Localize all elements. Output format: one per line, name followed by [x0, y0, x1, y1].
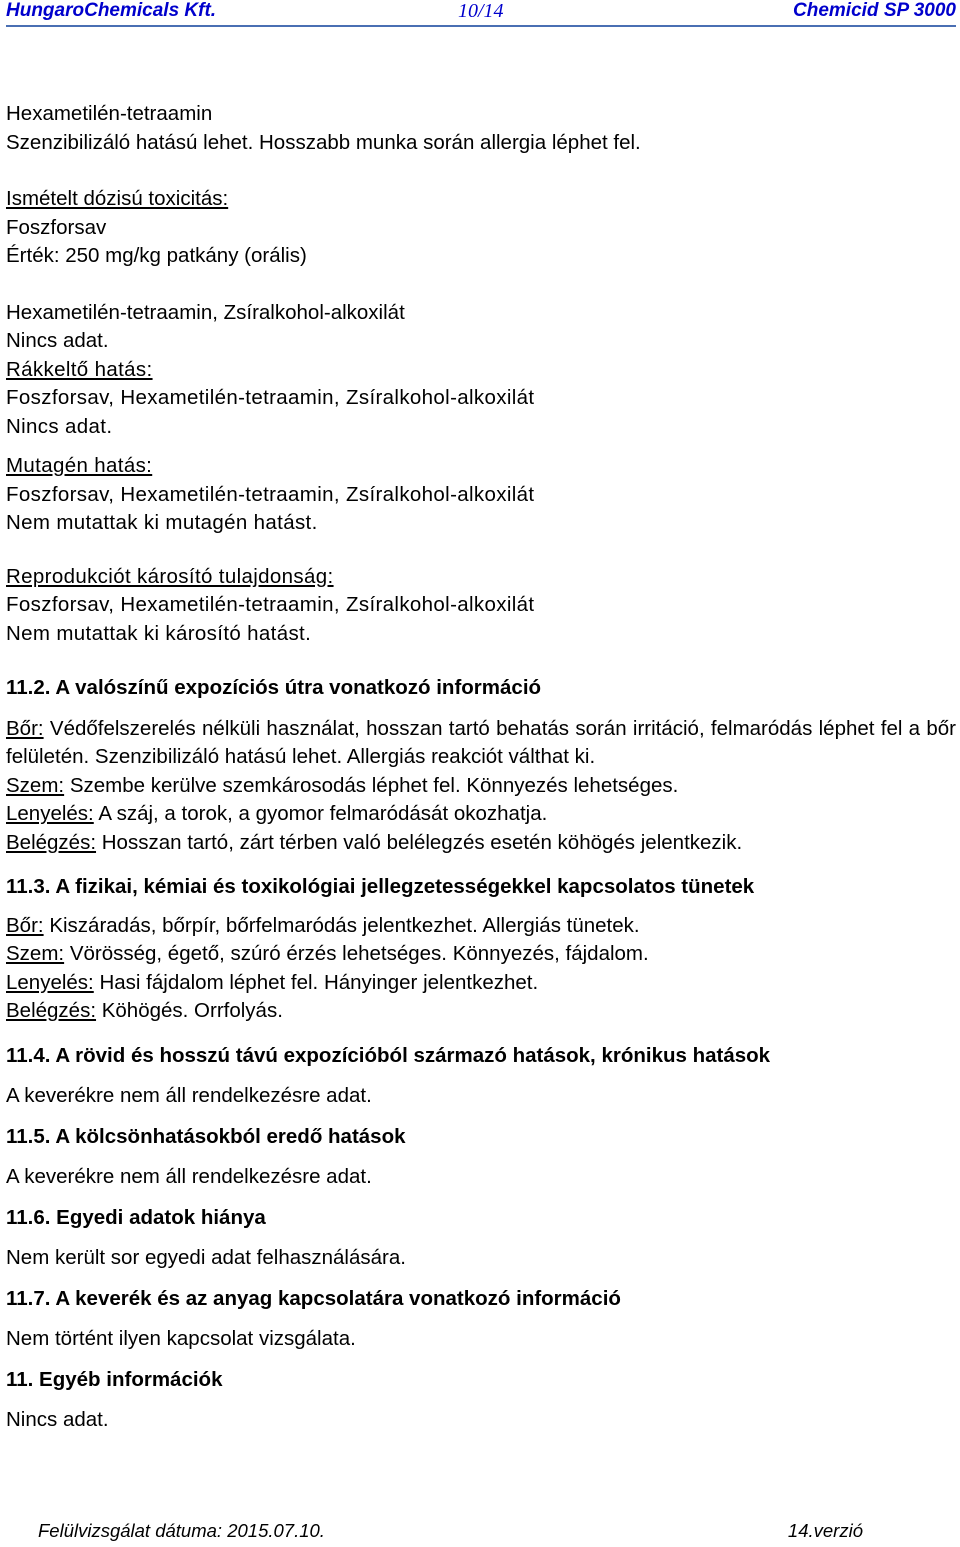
ingestion-label: Lenyelés: [6, 970, 94, 994]
skin-label: Bőr: [6, 716, 44, 740]
reproductive-result: Nem mutattak ki károsító hatást. [6, 621, 312, 645]
version-number: 14.verzió [787, 1520, 863, 1541]
eye-label: Szem: [6, 942, 65, 965]
section-11-7-heading: 11.7. A keverék és az anyag kapcsolatára vonatkozó információ [6, 1286, 621, 1310]
section-11-7-text: Nem történt ilyen kapcsolat vizsgálata. [6, 1327, 356, 1350]
mutagenic-title: Mutagén hatás: [6, 454, 153, 477]
section-11-6-text: Nem került sor egyedi adat felhasználására. [6, 1246, 406, 1269]
section-11-6-heading: 11.6. Egyedi adatok hiánya [6, 1205, 266, 1229]
eye-label: Szem: [6, 773, 65, 797]
substance-name: Hexametilén-tetraamin [6, 102, 213, 125]
section-11-2-heading: 11.2. A valószínű expozíciós útra vonatkozó információ [6, 676, 542, 699]
section-11-4-text: A keverékre nem áll rendelkezésre adat. [6, 1084, 372, 1107]
carcinogenic-title: Rákkeltő hatás: [6, 357, 153, 381]
repeated-dose-value: Érték: 250 mg/kg patkány (orális) [6, 244, 307, 267]
revision-date: Felülvizsgálat dátuma: 2015.07.10. [38, 1520, 325, 1541]
section-11-4-heading: 11.4. A rövid és hosszú távú expozícióból származó hatások, krónikus hatások [6, 1043, 771, 1067]
page-number: 10/14 [458, 0, 504, 22]
skin-text: Védőfelszerelés nélküli használat, hosszan tartó behatás során irritáció, felmaródás léphet fel a bőr felületén. Szenzibilizáló hatású lehet. Allergiás reakciót válthat ki. [6, 716, 956, 768]
document-body [6, 100, 956, 1435]
company-name: HungaroChemicals Kft. [6, 0, 217, 21]
sensitization-text: Szenzibilizáló hatású lehet. Hosszabb munka során allergia léphet fel. [6, 130, 641, 154]
repeated-dose-substances: Hexametilén-tetraamin, Zsíralkohol-alkoxilát [6, 300, 405, 324]
symptom-eye [6, 940, 956, 969]
ingestion-text: Hasi fájdalom léphet fel. Hányinger jelentkezhet. [99, 970, 539, 994]
symptom-ingestion [6, 969, 956, 998]
repeated-dose-substance: Foszforsav [6, 215, 107, 239]
ingestion-text: A száj, a torok, a gyomor felmaródását okozhatja. [98, 802, 548, 825]
carcinogenic-result: Nincs adat. [6, 414, 113, 438]
other-info-text: Nincs adat. [6, 1408, 109, 1431]
inhalation-text: Köhögés. Orrfolyás. [101, 999, 283, 1022]
eye-text: Szembe kerülve szemkárosodás léphet fel. Könnyezés lehetséges. [69, 773, 679, 797]
exposure-skin [6, 715, 956, 772]
skin-label: Bőr: [6, 913, 44, 937]
section-11-3-heading: 11.3. A fizikai, kémiai és toxikológiai jellegzetességekkel kapcsolatos tünetek [6, 875, 755, 898]
inhalation-text: Hosszan tartó, zárt térben való belélegzés esetén köhögés jelentkezik. [101, 830, 743, 854]
repeated-dose-title: Ismételt dózisú toxicitás: [6, 187, 229, 210]
mutagenic-substances: Foszforsav, Hexametilén-tetraamin, Zsíralkohol-alkoxilát [6, 482, 535, 506]
exposure-ingestion [6, 800, 956, 829]
symptom-inhalation [6, 997, 956, 1026]
mutagenic-result: Nem mutattak ki mutagén hatást. [6, 511, 318, 534]
page-header [0, 0, 960, 28]
carcinogenic-substances: Foszforsav, Hexametilén-tetraamin, Zsíralkohol-alkoxilát [6, 386, 535, 409]
eye-text: Vörösség, égető, szúró érzés lehetséges. Könnyezés, fájdalom. [69, 942, 649, 965]
product-name: Chemicid SP 3000 [793, 0, 956, 21]
skin-text: Kiszáradás, bőrpír, bőrfelmaródás jelentkezhet. Allergiás tünetek. [49, 913, 640, 937]
section-11-5-text: A keverékre nem áll rendelkezésre adat. [6, 1165, 372, 1188]
inhalation-label: Belégzés: [6, 999, 97, 1022]
exposure-inhalation [6, 829, 956, 858]
other-info-heading: 11. Egyéb információk [6, 1367, 223, 1391]
header-divider [6, 25, 956, 27]
reproductive-title: Reprodukciót károsító tulajdonság: [6, 564, 334, 588]
inhalation-label: Belégzés: [6, 830, 97, 854]
symptom-skin [6, 912, 956, 941]
exposure-eye [6, 772, 956, 801]
reproductive-substances: Foszforsav, Hexametilén-tetraamin, Zsíralkohol-alkoxilát [6, 593, 535, 616]
repeated-dose-result: Nincs adat. [6, 329, 109, 352]
ingestion-label: Lenyelés: [6, 802, 94, 825]
section-11-5-heading: 11.5. A kölcsönhatásokból eredő hatások [6, 1124, 406, 1148]
